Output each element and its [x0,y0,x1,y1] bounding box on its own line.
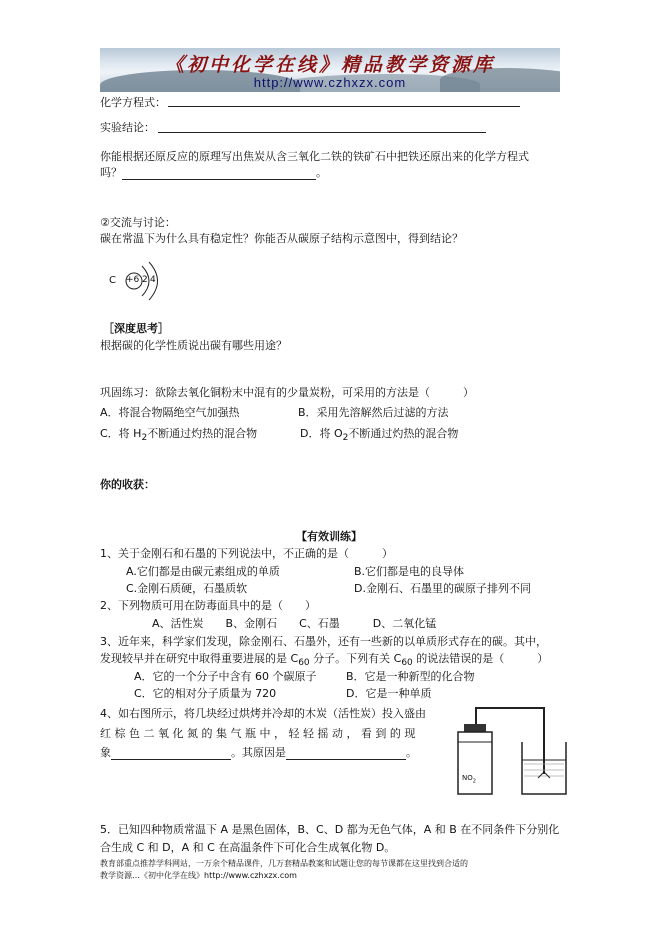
training-q5-line1: 5．已知四种物质常温下 A 是黑色固体，B、C、D 都为无色气体，A 和 B 在不同条件下分别化 [100,823,560,836]
training-q3-line1: 3、近年来，科学家们发现，除金刚石、石墨外，还有一些新的以单质形式存在的碳。其中， [100,635,547,648]
footer-line2: 教学资源…《初中化学在线》http://www.czhxzx.com [100,871,297,880]
training-q1-a: A.它们都是由碳元素组成的单质 [126,565,280,578]
training-q4-line3: 象 。其原因是 。 [100,746,417,759]
footer-line1: 教育部重点推荐学科网站，一万余个精品课件，几万套精品教案和试题让您的每节课都在这里找到合适的 [100,859,468,868]
atom-electron-shell-1: 2 [142,275,148,285]
atom-symbol: C [109,275,116,286]
training-q2-options: A、活性炭 B、金刚石 C、石墨 D、二氧化锰 [152,617,437,630]
header-banner [100,48,560,92]
discuss-question: 碳在常温下为什么具有稳定性？你能否从碳原子结构示意图中，得到结论？ [100,232,463,245]
carbon-atom-diagram [104,258,174,304]
training-q3-a: A．它的一个分子中含有 60 个碳原子 [134,670,317,683]
discuss-title: ②交流与讨论： [100,216,176,229]
practice-option-a: A．将混合物隔绝空气加强热 [100,406,240,419]
equation-blank[interactable] [168,106,520,107]
banner-url[interactable]: http://www.czhxzx.com [253,75,407,90]
atom-nucleus: +6 [126,275,140,285]
harvest-label: 你的收获： [100,478,155,491]
training-q4-line1: 4、如右图所示，将几块经过烘烤并冷却的木炭（活性炭）投入盛由 [100,707,426,720]
flask-label: $NO_2$ [462,774,476,785]
reduce-question-line1: 你能根据还原反应的原理写出焦炭从含三氧化二铁的铁矿石中把铁还原出来的化学方程式 [100,150,529,163]
conclusion-blank[interactable] [158,132,486,133]
practice-option-c: C．将 $H_2$不断通过灼热的混合物 [100,427,258,444]
atom-electron-shell-2: 4 [150,275,156,285]
training-q3-c: C．它的相对分子质量为 720 [134,687,277,700]
training-q4-line2: 红 棕 色 二 氧 化 氮 的 集 气 瓶 中 ， 轻 轻 摇 动 ， 看 到 的 现 [100,727,416,740]
training-q1-c: C.金刚石质硬，石墨质软 [126,582,248,595]
banner-title: 《初中化学在线》精品教学资源库 [164,54,495,76]
training-q3-d: D．它是一种单质 [346,687,432,700]
reduce-question-line2: 吗？ 。 [100,166,327,179]
q4-phenomenon-blank[interactable] [111,746,231,760]
practice-option-d: D．将 $O_2$不断通过灼热的混合物 [300,427,459,444]
training-q5-line2: 合生成 C 和 D，A 和 C 在高温条件下可化合生成氧化物 D。 [100,841,396,854]
deep-thinking-title: ［深度思考］ [103,322,169,335]
training-title: 【有效训练】 [296,530,362,543]
training-q1-b: B.它们都是电的良导体 [354,565,465,578]
training-q1: 1、关于金刚石和石墨的下列说法中，不正确的是（ ） [100,547,393,560]
reduce-blank[interactable] [122,166,316,180]
training-q1-d: D.金刚石、石墨里的碳原子排列不同 [354,582,531,595]
training-q2: 2、下列物质可用在防毒面具中的是（ ） [100,599,316,612]
apparatus-diagram [450,702,570,798]
equation-label: 化学方程式： [100,96,166,109]
training-q3-b: B．它是一种新型的化合物 [346,670,475,683]
q4-reason-blank[interactable] [286,746,406,760]
conclusion-label: 实验结论： [100,121,155,134]
practice-option-b: B．采用先溶解然后过滤的方法 [298,406,449,419]
deep-thinking-question: 根据碳的化学性质说出碳有哪些用途？ [100,339,287,352]
training-q3-line2: 发现较早并在研究中取得重要进展的是 $C_{60}$ 分子。下列有关 $C_{60}$ 的说法错误的是（ ） [100,652,549,669]
practice-question: 巩固练习：欲除去氧化铜粉末中混有的少量炭粉，可采用的方法是（ ） [100,386,474,399]
